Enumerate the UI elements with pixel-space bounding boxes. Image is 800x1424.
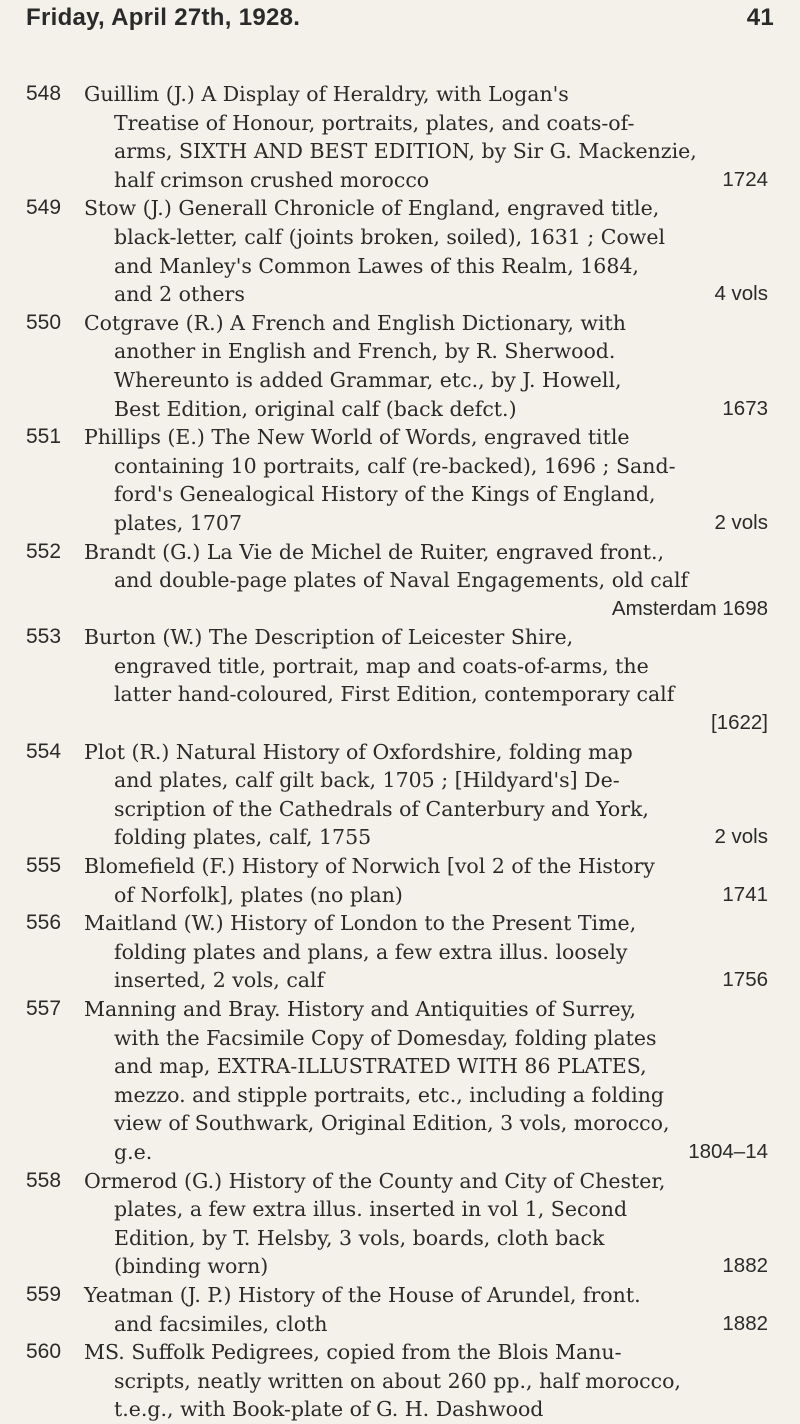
lot-entry [26,309,774,423]
description-line: black-letter, calf (joints broken, soiled), 1631 ; Cowel [114,224,666,249]
lot-description [84,1281,774,1338]
lot-description [84,309,774,423]
page-number: 41 [746,4,774,31]
lot-date: 1882 [722,1254,768,1278]
lot-entry [26,995,774,1167]
description-line: Burton (W.) The Description of Leicester Shire, [84,625,574,650]
lot-date: 1724 [722,167,768,191]
description-tail: and 2 others [114,282,245,307]
description-line: Edition, by T. Helsby, 3 vols, boards, cloth back [114,1225,605,1250]
description-tail: folding plates, calf, 1755 [114,825,372,850]
description-line: and plates, calf gilt back, 1705 ; [Hildyard's] De- [114,768,620,793]
description-line: latter hand-coloured, First Edition, contemporary calf [114,682,675,707]
lot-number: 558 [26,1168,62,1192]
lot-date: Amsterdam 1698 [611,596,768,620]
description-line: ford's Genealogical History of the Kings of England, [114,482,656,507]
description-last-line [84,280,768,309]
lot-number: 559 [26,1282,62,1306]
description-tail: Best Edition, original calf (back defct.) [114,396,517,421]
lot-date: 2 vols [714,825,768,849]
description-line: scription of the Cathedrals of Canterbury and York, [114,796,649,821]
lot-number: 553 [26,625,62,649]
page-header [26,4,774,50]
description-line: engraved title, portrait, map and coats-of-arms, the [114,653,649,678]
lot-number: 560 [26,1340,62,1364]
description-last-line [84,509,768,538]
description-line: and map, EXTRA-ILLUSTRATED WITH 86 PLATES, [114,1054,647,1079]
lot-entry [26,852,774,909]
description-line: plates, a few extra illus. inserted in vol 1, Second [114,1197,628,1222]
lot-entry [26,623,774,737]
lot-entry [26,738,774,852]
description-line: Phillips (E.) The New World of Words, engraved title [84,425,630,450]
lot-date: 1882 [722,1311,768,1335]
description-last-line [84,1310,768,1339]
lot-number: 551 [26,425,62,449]
lot-date: 1804–14 [688,1139,768,1163]
description-last-line [84,1252,768,1281]
description-line: another in English and French, by R. Sherwood. [114,339,616,364]
header-date: Friday, April 27th, 1928. [26,4,301,31]
lot-number: 548 [26,82,62,105]
lot-entry [26,538,774,624]
description-last-line [84,166,768,195]
lot-description [84,538,774,624]
lot-date: 1673 [722,396,768,420]
description-last-line [84,595,768,624]
description-line: arms, SIXTH AND BEST EDITION, by Sir G. Mackenzie, [114,139,697,164]
description-line: Treatise of Honour, portraits, plates, and coats-of- [114,110,635,135]
description-line: Cotgrave (R.) A French and English Dictionary, with [84,310,626,335]
lot-description [84,909,774,995]
description-line: Whereunto is added Grammar, etc., by J. Howell, [114,367,622,392]
description-line: Brandt (G.) La Vie de Michel de Ruiter, engraved front., [84,539,664,564]
description-last-line [84,823,768,852]
lot-description [84,1167,774,1281]
description-line: Stow (J.) Generall Chronicle of England, engraved title, [84,196,660,221]
lot-description [84,194,774,308]
lot-description [84,738,774,852]
description-last-line [84,1138,768,1167]
lot-description [84,423,774,537]
description-line: Ormerod (G.) History of the County and City of Chester, [84,1168,666,1193]
description-line: view of Southwark, Original Edition, 3 vols, morocco, [114,1111,670,1136]
lot-number: 555 [26,854,62,878]
lot-number: 552 [26,539,62,563]
description-line: Manning and Bray. History and Antiquities of Surrey, [84,997,636,1021]
lot-date: 4 vols [714,282,768,306]
lot-list [26,80,774,1424]
description-line: scripts, neatly written on about 260 pp., half morocco, [114,1368,681,1393]
description-line: Guillim (J.) A Display of Heraldry, with Logan's [84,82,569,106]
description-tail: inserted, 2 vols, calf [114,968,325,993]
description-last-line [84,395,768,424]
lot-description [84,623,774,737]
lot-number: 550 [26,310,62,334]
description-line: and double-page plates of Naval Engagements, old calf [114,568,689,593]
description-last-line [84,966,768,995]
description-tail: g.e. [114,1139,153,1164]
lot-number: 549 [26,196,62,220]
description-tail: and facsimiles, cloth [114,1311,328,1336]
description-line: MS. Suffolk Pedigrees, copied from the Blois Manu- [84,1340,622,1365]
description-tail: half crimson crushed morocco [114,167,430,192]
description-line: t.e.g., with Book-plate of G. H. Dashwood [114,1397,544,1422]
description-last-line [84,881,768,910]
lot-description [84,1338,774,1424]
lot-date: [1622] [711,711,768,735]
lot-description [84,80,774,194]
lot-entry [26,1338,774,1424]
description-last-line [84,709,768,738]
lot-number: 556 [26,911,62,935]
description-tail: plates, 1707 [114,510,242,535]
lot-date: 2 vols [714,510,768,534]
description-tail: (binding worn) [114,1254,269,1279]
lot-entry [26,1167,774,1281]
lot-entry [26,423,774,537]
description-line: and Manley's Common Lawes of this Realm, 1684, [114,253,639,278]
lot-description [84,852,774,909]
lot-number: 557 [26,997,62,1020]
description-line: Yeatman (J. P.) History of the House of Arundel, front. [84,1282,641,1307]
lot-number: 554 [26,739,62,763]
description-line: folding plates and plans, a few extra illus. loosely [114,939,628,964]
description-line: containing 10 portraits, calf (re-backed), 1696 ; Sand- [114,453,676,478]
description-line: Blomefield (F.) History of Norwich [vol 2 of the History [84,854,655,879]
description-tail: of Norfolk], plates (no plan) [114,882,403,907]
lot-date: 1756 [722,968,768,992]
lot-entry [26,1281,774,1338]
lot-date: 1741 [722,882,768,906]
description-line: Plot (R.) Natural History of Oxfordshire, folding map [84,739,633,764]
description-line: mezzo. and stipple portraits, etc., including a folding [114,1082,665,1107]
lot-description [84,995,774,1167]
lot-entry [26,80,774,194]
lot-entry [26,909,774,995]
description-line: Maitland (W.) History of London to the Present Time, [84,911,637,936]
description-line: with the Facsimile Copy of Domesday, folding plates [114,1025,657,1050]
lot-entry [26,194,774,308]
